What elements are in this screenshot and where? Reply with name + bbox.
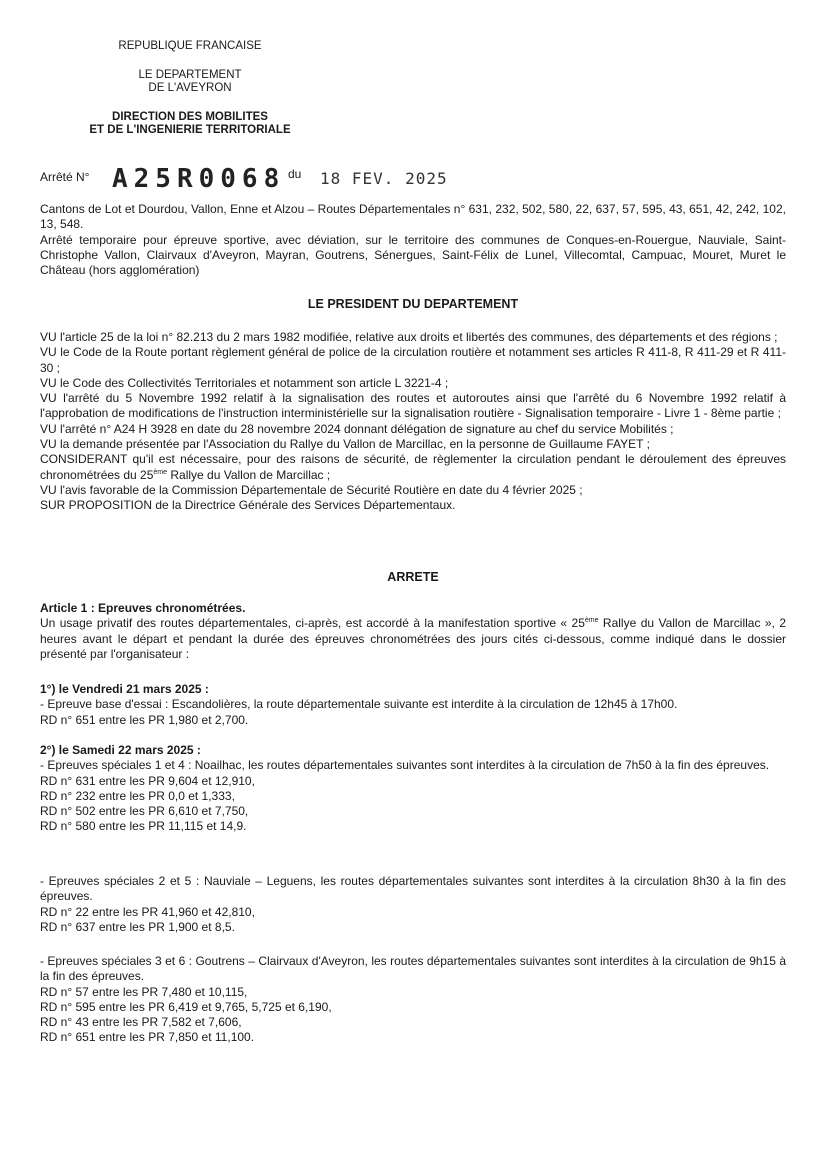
arrete-label: Arrêté N°	[40, 170, 90, 184]
visa-commission: VU l'avis favorable de la Commission Départementale de Sécurité Routière en date du 4 février 2025 ;	[40, 482, 583, 497]
sur-proposition: SUR PROPOSITION de la Directrice Générale des Services Départementaux.	[40, 498, 456, 513]
visa-code-route: VU le Code de la Route portant règlement général de police de la circulation routière et notamment ses articles R 411-8, R 411-29 et R 411-30 ;	[40, 345, 786, 375]
road-item: RD n° 637 entre les PR 1,900 et 8,5.	[40, 919, 235, 934]
road-item: RD n° 502 entre les PR 6,610 et 7,750,	[40, 804, 249, 819]
special-stage-1-4-intro: - Epreuves spéciales 1 et 4 : Noailhac, les routes départementales suivantes sont interdites à la circulation de 7h50 à la fin des épreuves.	[40, 758, 770, 773]
department-line-1: LE DEPARTEMENT	[138, 69, 242, 81]
department-line-2: DE L'AVEYRON	[148, 82, 232, 94]
visa-loi-1982: VU l'article 25 de la loi n° 82.213 du 2 mars 1982 modifiée, relative aux droits et libertés des communes, des départements et des régions ;	[40, 330, 778, 344]
day-1-heading: 1°) le Vendredi 21 mars 2025 :	[40, 682, 209, 696]
visa-code-collectivites: VU le Code des Collectivités Territoriales et notamment son article L 3221-4 ;	[40, 375, 449, 390]
considerant: CONSIDERANT qu'il est nécessaire, pour des raisons de sécurité, de règlementer la circulation pendant le déroulement des épreuves chronométrées du 25ème Rallye du Vallon de Marcillac ;	[40, 452, 786, 482]
road-item: RD n° 232 entre les PR 0,0 et 1,333,	[40, 788, 235, 803]
day-2-section	[40, 743, 786, 835]
visa-demande: VU la demande présentée par l'Association du Rallye du Vallon de Marcillac, en la personne de Guillaume FAYET ;	[40, 437, 650, 452]
subject-block	[40, 202, 786, 278]
arrete-du: du	[288, 167, 302, 181]
special-stage-2-5-intro: - Epreuves spéciales 2 et 5 : Nauviale – Leguens, les routes départementales suivantes sont interdites à la circulation 8h30 à la fin des épreuves.	[40, 874, 786, 904]
visa-signalisation: VU l'arrêté du 5 Novembre 1992 relatif à la signalisation des routes et autoroutes ainsi que l'arrêté du 6 Novembre 1992 relatif à l'approbation de modifications de l'instruction interministérielle sur la signalisation routière - Signalisation temporaire - Livre 1 - 8ème partie ;	[40, 391, 786, 421]
road-item: RD n° 43 entre les PR 7,582 et 7,606,	[40, 1015, 242, 1030]
visa-delegation: VU l'arrêté n° A24 H 3928 en date du 28 novembre 2024 donnant délégation de signature au chef du service Mobilités ;	[40, 421, 674, 436]
arrete-date-stamp: 18 FEV. 2025	[320, 169, 448, 188]
direction-line-1: DIRECTION DES MOBILITES	[112, 111, 268, 123]
visas-block	[40, 330, 786, 514]
issuer-header	[60, 40, 320, 137]
arrete-number: A25R0068	[112, 164, 286, 194]
day-1-intro: - Epreuve base d'essai : Escandolières, la route départementale suivante est interdite à la circulation de 12h45 à 17h00.	[40, 697, 678, 712]
subject-description: Arrêté temporaire pour épreuve sportive, avec déviation, sur le territoire des communes de Conques-en-Rouergue, Nauviale, Saint-Christophe Vallon, Clairvaux d'Aveyron, Mayran, Goutrens, Sénergues, Saint-Félix de Lunel, Villecomtal, Campuac, Mouret, Muret le Château (hors agglomération)	[40, 232, 786, 278]
road-item: RD n° 22 entre les PR 41,960 et 42,810,	[40, 904, 255, 919]
article-1	[40, 601, 786, 662]
president-title: LE PRESIDENT DU DEPARTEMENT	[307, 297, 519, 311]
special-stage-3-6-intro: - Epreuves spéciales 3 et 6 : Goutrens – Clairvaux d'Aveyron, les routes départementales suivantes sont interdites à la circulation de 9h15 à la fin des épreuves.	[40, 954, 786, 984]
article-1-body: Un usage privatif des routes départementales, ci-après, est accordé à la manifestation sportive « 25ème Rallye du Vallon de Marcillac », 2 heures avant le départ et pendant la durée des épreuves chronométrées des jours cités ci-dessous, comme indiqué dans le dossier présenté par l'organisateur :	[40, 616, 786, 661]
republic-line: REPUBLIQUE FRANCAISE	[118, 40, 262, 52]
arrete-title: ARRETE	[387, 570, 439, 584]
road-item: RD n° 580 entre les PR 11,115 et 14,9.	[40, 819, 247, 834]
road-item: RD n° 631 entre les PR 9,604 et 12,910,	[40, 773, 255, 788]
day-1-section	[40, 682, 786, 728]
road-item: RD n° 651 entre les PR 7,850 et 11,100.	[40, 1030, 255, 1045]
direction-line-2: ET DE L'INGENIERIE TERRITORIALE	[89, 124, 291, 136]
special-stage-2-5	[40, 874, 786, 935]
road-item: RD n° 595 entre les PR 6,419 et 9,765, 5,725 et 6,190,	[40, 999, 332, 1014]
day-2-heading: 2°) le Samedi 22 mars 2025 :	[40, 743, 201, 757]
road-item: RD n° 651 entre les PR 1,980 et 2,700.	[40, 712, 249, 727]
article-1-heading: Article 1 : Epreuves chronométrées.	[40, 601, 246, 615]
cantons-text: Cantons de Lot et Dourdou, Vallon, Enne et Alzou – Routes Départementales n° 631, 232, 502, 580, 22, 637, 57, 595, 43, 651, 42, 242, 102, 13, 548.	[40, 202, 786, 232]
special-stage-3-6	[40, 954, 786, 1046]
road-item: RD n° 57 entre les PR 7,480 et 10,115,	[40, 984, 248, 999]
